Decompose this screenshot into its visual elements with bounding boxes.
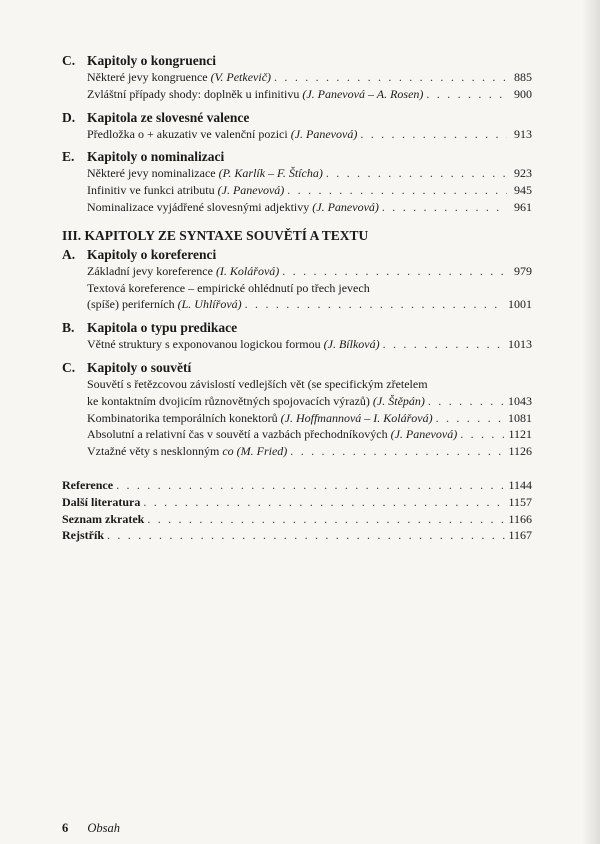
toc-section-d [62,109,532,143]
dot-leader [436,410,505,427]
toc-entry: Nominalizace vyjádřené slovesnými adjektivy (J. Panevová) . . . 961 [62,199,532,216]
toc-entry: Vztažné věty s nesklonným co (M. Fried) . . . 1126 [62,443,532,460]
toc-entry-line1: Souvětí s řetězcovou závislostí vedlejších vět (se specifickým zřetelem [87,376,428,391]
page-ref: 1167 [508,528,532,543]
dot-leader [143,494,505,511]
toc-section-e [62,148,532,215]
section-heading: C. Kapitoly o kongruenci [62,53,217,68]
section-heading: B. Kapitola o typu predikace [62,320,238,336]
page-ref: 1126 [508,444,532,459]
toc-entry: Infinitiv ve funkci atributu (J. Panevová) . . . 945 [62,182,532,199]
back-matter [62,477,532,544]
part-heading: III. KAPITOLY ZE SYNTAXE SOUVĚTÍ A TEXTU [62,227,369,243]
toc-entry: Některé jevy nominalizace (P. Karlík – F. Štícha) . . . 923 [62,165,532,182]
page-ref: 1166 [508,511,532,526]
dot-leader [116,477,505,494]
dot-leader [360,126,507,143]
dot-leader [147,511,505,528]
page-ref: 1081 [508,410,532,425]
page-number: 6 [62,821,69,835]
page-ref: 1157 [508,494,532,509]
toc-entry-abbreviations: Seznam zkratek . . . 1166 [62,511,532,528]
toc-entry: ke kontaktním dvojicím různovětných spojovacích výrazů) (J. Štěpán) . . . 1043 [62,393,532,410]
toc-entry: Některé jevy kongruence (V. Petkevič) . . . 885 [62,69,532,86]
table-of-contents [62,52,532,544]
dot-leader [382,199,507,216]
toc-entry: Absolutní a relativní čas v souvětí a vazbách přechodníkových (J. Panevová) . . . 1121 [62,426,532,443]
page-ref: 913 [514,126,532,141]
page-ref: 900 [514,86,532,101]
toc-entry: Předložka o + akuzativ ve valenční pozici (J. Panevová) . . . 913 [62,126,532,143]
dot-leader [274,69,507,86]
dot-leader [107,527,505,544]
page-ref: 1144 [508,477,532,492]
dot-leader [282,263,507,280]
toc-section-c [62,52,532,103]
dot-leader [290,443,505,460]
page-ref: 1121 [508,427,532,442]
section-heading: D. Kapitola ze slovesné valence [62,109,250,125]
toc-entry-index: Rejstřík . . . 1167 [62,527,532,544]
toc-section-3a [62,246,532,313]
page-ref: 1013 [508,337,532,352]
dot-leader [426,86,507,103]
toc-entry: Kombinatorika temporálních konektorů (J. Hoffmannová – I. Kolářová) . . . 1081 [62,410,532,427]
toc-entry-reference: Reference . . . 1144 [62,477,532,494]
toc-entry: Větné struktury s exponovanou logickou formou (J. Bílková) . . . 1013 [62,336,532,353]
toc-entry-literature: Další literatura . . . 1157 [62,494,532,511]
dot-leader [245,296,505,313]
page-ref: 923 [514,166,532,181]
dot-leader [326,165,507,182]
toc-entry: (spíše) periferních (L. Uhlířová) . . . 1001 [62,296,532,313]
toc-entry-line1: Textová koreference – empirické ohlédnutí po třech jevech [87,280,370,295]
page-ref: 945 [514,183,532,198]
toc-entry: Zvláštní případy shody: doplněk u infinitivu (J. Panevová – A. Rosen) . . . 900 [62,86,532,103]
running-footer-label: Obsah [87,821,121,835]
page-ref: 885 [514,70,532,84]
page-ref: 1043 [508,393,532,408]
page-footer [62,821,120,836]
dot-leader [287,182,507,199]
dot-leader [460,426,505,443]
dot-leader [383,336,505,353]
toc-entry: Základní jevy koreference (I. Kolářová) . . . 979 [62,263,532,280]
section-heading: A. Kapitoly o koreferenci [62,246,217,262]
page-ref: 979 [514,263,532,278]
page-edge-shadow [582,0,600,844]
page-ref: 961 [514,199,532,214]
section-heading: E. Kapitoly o nominalizaci [62,149,225,165]
dot-leader [428,393,505,410]
section-heading: C. Kapitoly o souvětí [62,359,192,375]
toc-section-3b [62,319,532,353]
toc-section-3c [62,359,532,460]
page-ref: 1001 [508,297,532,312]
